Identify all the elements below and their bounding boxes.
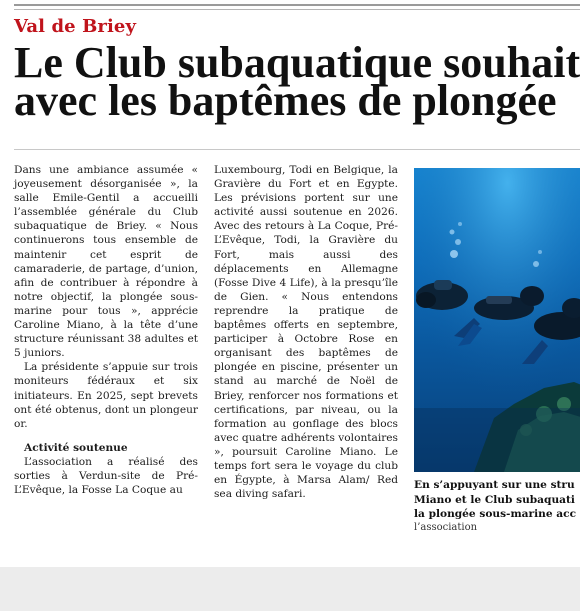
headline	[14, 38, 580, 125]
photo-caption	[414, 478, 580, 522]
photo-credit: l’association	[414, 522, 478, 533]
paragraph: Dans une ambiance assumée « joyeusement désorganisée », la salle Emile-Gentil a accueilli l’assemblée générale du Club subaquatique de Briey. « Nous continuerons tous ensemble de maintenir cet esprit de camaraderie, de partage, d’union, afin de contribuer à répondre à notre objectif, la plongée sous-marine pour tous », apprécie Caroline Miano, à la tête d’une structure réunissant 38 adultes et 5 juniors.	[14, 164, 198, 360]
article-column-1	[14, 163, 198, 497]
headline-line-1: Le Club subaquatique souhait	[14, 38, 580, 87]
caption-line: En s’appuyant sur une stru	[414, 479, 575, 491]
paragraph: Luxembourg, Todi en Belgique, la Gravière du Fort et en Egypte. Les prévisions portent sur une activité aussi soutenue en 2026. Avec des retours à La Coque, Pré-L’Evêque, Todi, la Gravière du Fort, mais aussi des déplacements en Allemagne (Fosse Dive 4 Life), à la presqu’île de Gien. « Nous entendons reprendre la pratique de baptêmes offerts en septembre, participer à Octobre Rose en organisant des baptêmes de plongée en piscine, présenter un stand au marché de Noël de Briey, renforcer nos formations et certifications, par niveau, ou la formation au gonflage des blocs avec quatre adhérents volontaires », poursuit Caroline Miano. Le temps fort sera le voyage du club en Égypte, à Marsa Alam/ Red sea diving safari.	[214, 164, 398, 501]
headline-rule	[14, 149, 580, 150]
paragraph: La présidente s’appuie sur trois moniteurs fédéraux et six initiateurs. En 2025, sept brevets ont été obtenus, dont un plongeur or.	[14, 361, 198, 430]
subheading: Activité soutenue	[24, 441, 128, 454]
top-rule-thin	[14, 9, 580, 10]
article-column-2	[214, 163, 398, 501]
caption-line: Miano et le Club subaquati	[414, 493, 575, 506]
headline-line-2: avec les baptêmes de plongée	[14, 76, 557, 125]
paragraph: L’association a réalisé des sorties à Verdun-site de Pré-L’Evêque, la Fosse La Coque au	[14, 455, 198, 497]
article-photo	[414, 168, 580, 472]
top-rule	[14, 4, 580, 6]
underwater-divers-image	[414, 168, 580, 472]
caption-line: la plongée sous-marine acc	[414, 508, 577, 520]
section-label: Val de Briey	[14, 16, 137, 37]
